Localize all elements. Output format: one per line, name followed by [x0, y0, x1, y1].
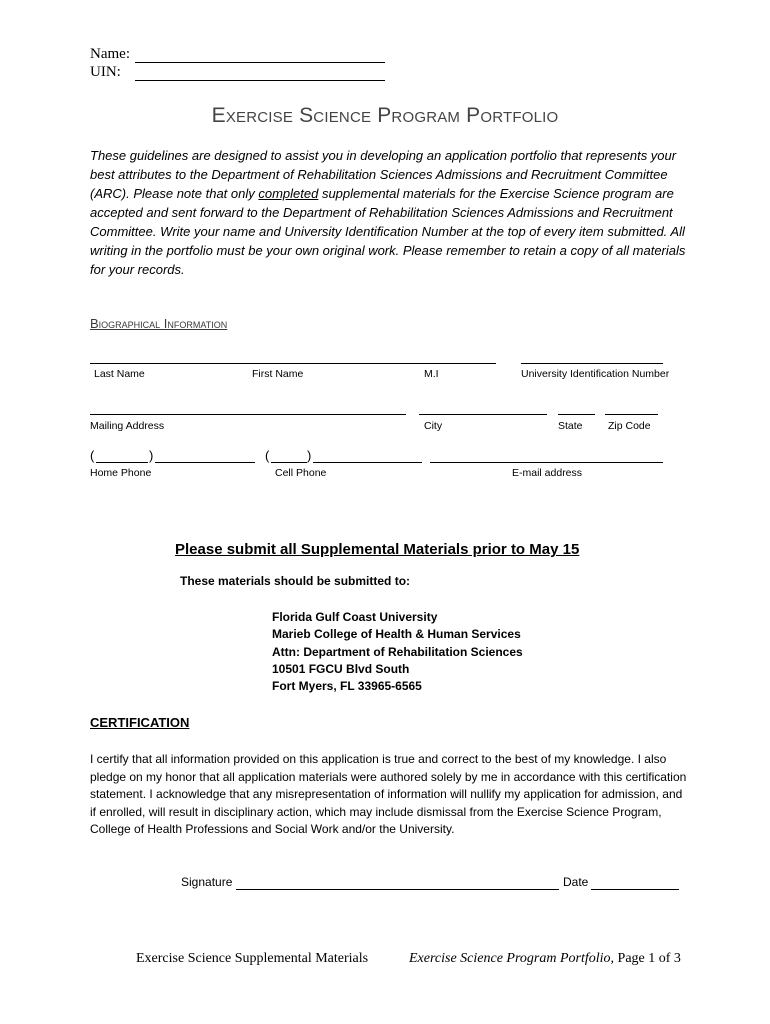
footer-left: Exercise Science Supplemental Materials — [136, 951, 369, 966]
city-label: City — [424, 420, 443, 432]
address-line: Florida Gulf Coast University — [272, 610, 438, 624]
footer-portfolio-title: Exercise Science Program Portfolio, — [409, 951, 615, 966]
first-name-label: First Name — [252, 368, 304, 380]
email-field[interactable] — [430, 462, 663, 463]
cell-area-code-field[interactable] — [271, 462, 307, 463]
mailing-address-label: Mailing Address — [90, 420, 165, 432]
signature-field[interactable] — [236, 889, 559, 890]
home-phone-field[interactable] — [155, 462, 255, 463]
name-field[interactable] — [135, 62, 385, 63]
cell-phone-field[interactable] — [313, 462, 422, 463]
city-field[interactable] — [419, 414, 547, 415]
page-title: Exercise Science Program Portfolio — [211, 104, 559, 127]
zip-label: Zip Code — [608, 420, 651, 432]
last-name-label: Last Name — [94, 368, 145, 380]
certification-heading: CERTIFICATION — [90, 715, 190, 730]
intro-text-1: These guidelines are designed to assist you in developing an application portfolio that represents your best attributes to the Department of Rehabilitation Sciences Admissions and Recruitment Committee (ARC). Please note that only — [90, 148, 677, 201]
submission-subheading: These materials should be submitted to: — [180, 574, 411, 588]
uin-field-label: University Identification Number — [521, 368, 670, 380]
email-label: E-mail address — [512, 467, 583, 479]
intro-paragraph — [90, 146, 690, 279]
cell-phone-close-paren: ) — [307, 448, 312, 463]
cell-phone-label: Cell Phone — [275, 467, 327, 479]
footer-right — [409, 951, 681, 967]
intro-text-2: supplemental materials for the Exercise Science program are accepted and sent forward to the Department of Rehabilitation Sciences Admissions and Recruitment Committee. Write your name and University Identification Number at the top of every item submitted. All writing in the portfolio must be your own original work. Please remember to retain a copy of all materials for your records. — [90, 186, 686, 277]
bio-heading: Biographical Information — [90, 316, 228, 331]
name-label: Name: — [90, 46, 130, 62]
cell-phone-open-paren: ( — [265, 448, 270, 463]
home-phone-close-paren: ) — [149, 448, 154, 463]
zip-field[interactable] — [605, 414, 658, 415]
address-line: 10501 FGCU Blvd South — [272, 661, 410, 676]
mi-label: M.I — [424, 368, 439, 380]
state-label: State — [558, 420, 583, 432]
uin-field[interactable] — [135, 80, 385, 81]
submission-heading: Please submit all Supplemental Materials prior to May 15 — [175, 541, 580, 558]
home-phone-label: Home Phone — [90, 467, 152, 479]
uin-label: UIN: — [90, 64, 121, 80]
home-phone-open-paren: ( — [90, 448, 95, 463]
date-label: Date — [563, 875, 589, 889]
certification-text: I certify that all information provided on this application is true and correct to the best of my knowledge. I also pledge on my honor that all application materials were authored solely by me in accordance with this certification statement. I acknowledge that any misrepresentation of information will nullify my application for admission, and if enrolled, will result in disciplinary action, which may include dismissal from the Exercise Science Program, College of Health Professions and Social Work and/or the University. — [90, 752, 687, 837]
address-line: Attn: Department of Rehabilitation Sciences — [272, 644, 523, 659]
uin-line-field[interactable] — [521, 363, 663, 364]
intro-emphasis: completed — [258, 186, 319, 201]
name-line-field[interactable] — [90, 363, 496, 364]
mailing-address-block — [272, 609, 523, 695]
signature-label: Signature — [181, 875, 233, 889]
address-line: Marieb College of Health & Human Services — [272, 627, 521, 642]
home-area-code-field[interactable] — [96, 462, 148, 463]
page-number: Page 1 of 3 — [614, 951, 681, 966]
mailing-address-field[interactable] — [90, 414, 406, 415]
state-field[interactable] — [558, 414, 595, 415]
date-field[interactable] — [591, 889, 679, 890]
address-line: Fort Myers, FL 33965-6565 — [272, 679, 422, 694]
